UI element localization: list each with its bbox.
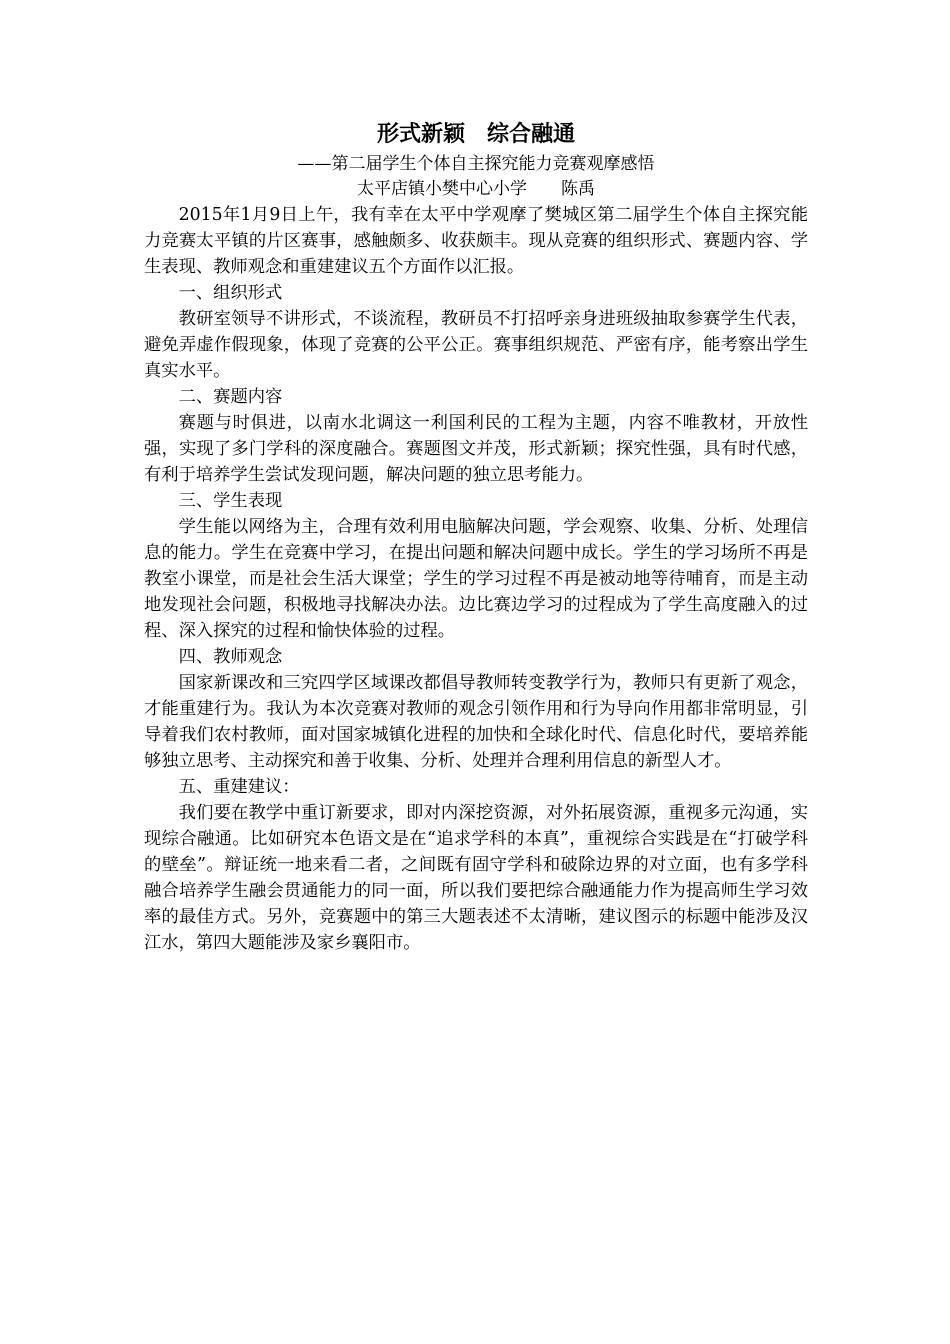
section-body-content: 赛题与时俱进，以南水北调这一利国利民的工程为主题，内容不唯教材，开放性强，实现了多门学科的深度融合。赛题图文并茂，形式新颖；探究性强，具有时代感，有利于培养学生尝试发现问题，解决问题的独立思考能力。 bbox=[144, 413, 808, 485]
intro-paragraph: 2015年1月9日上午，我有幸在太平中学观摩了樊城区第二届学生个体自主探究能力竞赛太平镇的片区赛事，感触颇多、收获颇丰。现从竞赛的组织形式、赛题内容、学生表现、教师观念和重建建议五个方面作以汇报。 bbox=[144, 205, 808, 277]
section-body-students: 学生能以网络为主，合理有效利用电脑解决问题，学会观察、收集、分析、处理信息的能力。学生在竞赛中学习，在提出问题和解决问题中成长。学生的学习场所不再是教室小课堂，而是社会生活大课堂；学生的学习过程不再是被动地等待哺育，而是主动地发现社会问题，积极地寻找解决办法。边比赛边学习的过程成为了学生高度融入的过程、深入探究的过程和愉快体验的过程。 bbox=[144, 517, 808, 641]
author-name: 陈禹 bbox=[561, 179, 595, 199]
school-name: 太平店镇小樊中心小学 bbox=[357, 179, 527, 199]
title-part-2: 综合融通 bbox=[487, 122, 576, 147]
section-heading-students: 三、学生表现 bbox=[178, 491, 283, 511]
section-body-suggestions: 我们要在教学中重订新要求，即对内深挖资源，对外拓展资源，重视多元沟通，实现综合融通。比如研究本色语文是在“追求学科的本真”，重视综合实践是在“打破学科的壁垒”。辩证统一地来看二者，之间既有固守学科和破除边界的对立面，也有多学科融合培养学生融会贯通能力的同一面，所以我们要把综合融通能力作为提高师生学习效率的最佳方式。另外，竞赛题中的第三大题表述不太清晰，建议图示的标题中能涉及汉江水，第四大题能涉及家乡襄阳市。 bbox=[144, 803, 808, 953]
title-part-1: 形式新颖 bbox=[376, 122, 465, 147]
document-title bbox=[144, 118, 808, 152]
byline bbox=[144, 177, 808, 202]
section-body-teachers: 国家新课改和三究四学区域课改都倡导教师转变教学行为，教师只有更新了观念，才能重建行为。我认为本次竞赛对教师的观念引领作用和行为导向作用都非常明显，引导着我们农村教师，面对国家城镇化进程的加快和全球化时代、信息化时代，要培养能够独立思考、主动探究和善于收集、分析、处理并合理利用信息的新型人才。 bbox=[144, 673, 808, 771]
section-heading-content: 二、赛题内容 bbox=[178, 387, 283, 407]
document-page bbox=[144, 118, 808, 956]
section-heading-suggestions: 五、重建建议： bbox=[178, 777, 300, 797]
section-heading-teachers: 四、教师观念 bbox=[178, 647, 283, 667]
section-heading-organization: 一、组织形式 bbox=[178, 283, 283, 303]
section-body-organization: 教研室领导不讲形式，不谈流程，教研员不打招呼亲身进班级抽取参赛学生代表，避免弄虚作假现象，体现了竞赛的公平公正。赛事组织规范、严密有序，能考察出学生真实水平。 bbox=[144, 309, 808, 381]
document-subtitle: ——第二届学生个体自主探究能力竞赛观摩感悟 bbox=[297, 154, 655, 174]
